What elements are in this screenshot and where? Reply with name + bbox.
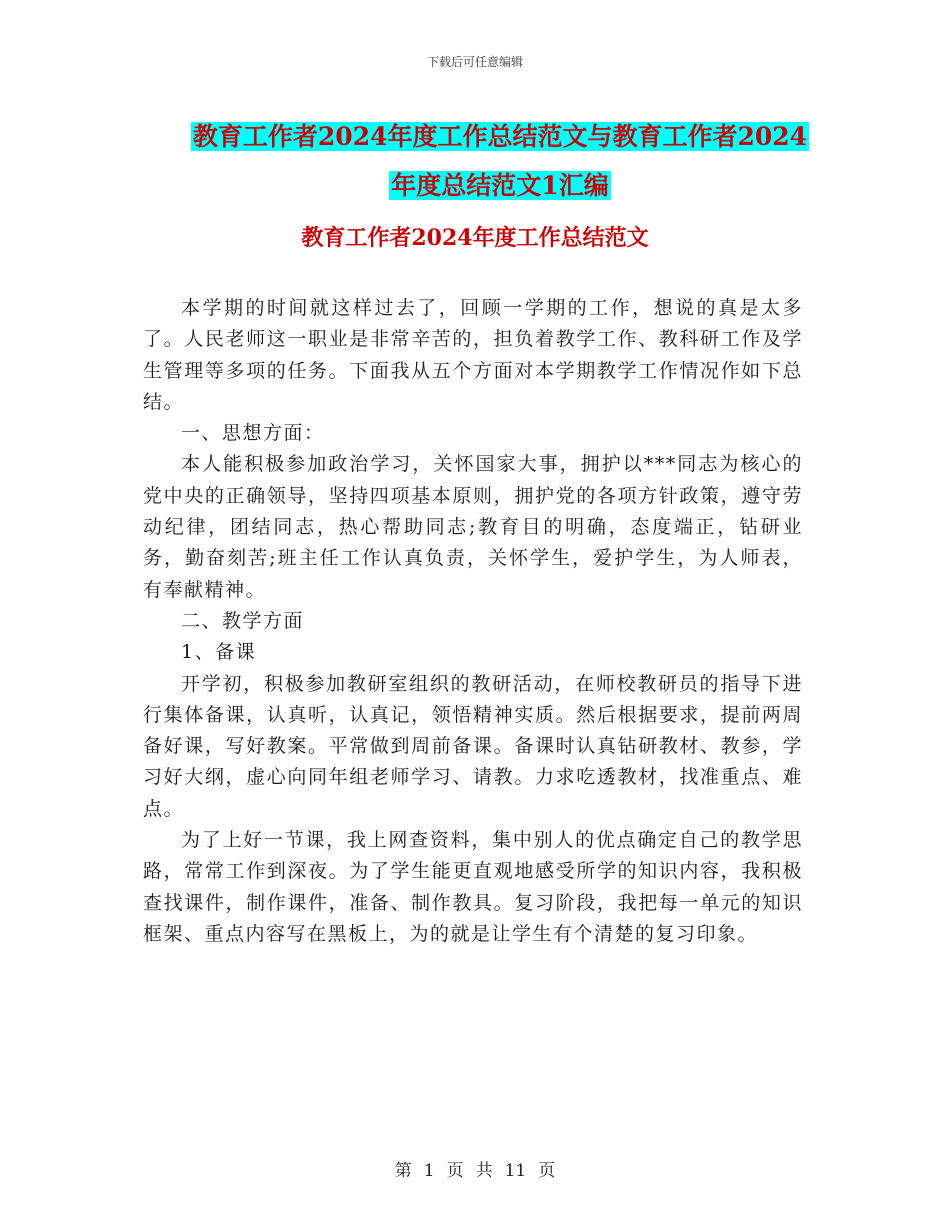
page-footer <box>0 1156 950 1181</box>
footer-prefix: 第 <box>394 1161 412 1181</box>
footer-page-number: 1 <box>423 1161 435 1181</box>
paragraph-thought: 本人能积极参加政治学习，关怀国家大事，拥护以***同志为核心的党中央的正确领导，坚持四项基本原则，拥护党的各项方针政策，遵守劳动纪律，团结同志，热心帮助同志;教育目的明确，态度端正，钻研业务，勤奋刻苦;班主任工作认真负责，关怀学生，爱护学生，为人师表，有奉献精神。 <box>143 453 803 601</box>
heading-lesson-prep: 1、备课 <box>181 641 257 664</box>
document-title-line-2: 年度总结范文1汇编 <box>391 171 609 200</box>
heading-teaching: 二、教学方面 <box>181 609 305 632</box>
paragraph-lesson-effort: 为了上好一节课，我上网查资料，集中别人的优点确定自己的教学思路，常常工作到深夜。为了学生能更直观地感受所学的知识内容，我积极查找课件，制作课件，准备、制作教具。复习阶段，我把每一单元的知识框架、重点内容写在黑板上，为的就是让学生有个清楚的复习印象。 <box>143 829 803 945</box>
paragraph-lesson-prep: 开学初，积极参加教研室组织的教研活动，在师校教研员的指导下进行集体备课，认真听，认真记，领悟精神实质。然后根据要求，提前两周备好课，写好教案。平常做到周前备课。备课时认真钻研教材、教参，学习好大纲，虚心向同年组老师学习、请教。力求吃透教材，找准重点、难点。 <box>143 672 803 820</box>
footer-page-word: 页 <box>446 1161 464 1181</box>
paragraph-intro: 本学期的时间就这样过去了，回顾一学期的工作，想说的真是太多了。人民老师这一职业是非常辛苦的，担负着教学工作、教科研工作及学生管理等多项的任务。下面我从五个方面对本学期教学工作情况作如下总结。 <box>143 297 803 413</box>
section-title: 教育工作者2024年度工作总结范文 <box>301 225 649 251</box>
heading-thought: 一、思想方面： <box>181 422 325 445</box>
document-body <box>143 293 803 950</box>
footer-total-word: 共 <box>475 1161 493 1181</box>
document-title <box>140 112 860 210</box>
footer-suffix: 页 <box>538 1161 556 1181</box>
document-title-line-1: 教育工作者2024年度工作总结范文与教育工作者2024 <box>192 122 808 151</box>
footer-total-pages: 11 <box>504 1161 527 1181</box>
header-note: 下载后可任意编辑 <box>426 55 523 69</box>
